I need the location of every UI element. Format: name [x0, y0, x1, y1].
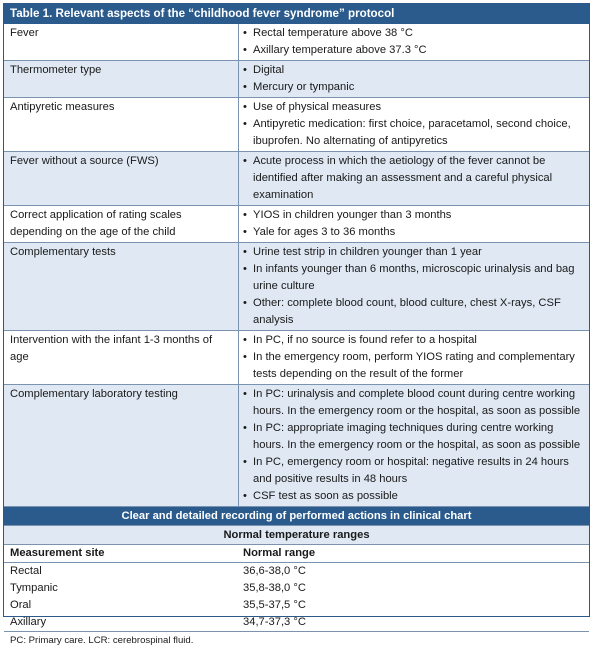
table-row	[4, 580, 589, 597]
list-item	[243, 153, 583, 204]
detail-text: Mercury or tympanic	[253, 81, 355, 93]
table-row	[4, 242, 589, 330]
detail-text: Digital	[253, 64, 285, 76]
protocol-table	[3, 3, 590, 646]
bullet-icon: •	[243, 297, 247, 309]
site-cell: Oral	[10, 599, 32, 611]
list-item	[243, 454, 583, 488]
bullet-icon: •	[243, 81, 247, 93]
bullet-icon: •	[243, 456, 247, 468]
site-cell: Rectal	[10, 565, 42, 577]
table-row	[4, 24, 589, 60]
list-item	[243, 295, 583, 329]
aspect-cell: Antipyretic measures	[4, 98, 239, 151]
list-item	[243, 224, 583, 241]
range-cell: 34,7-37,3 °C	[243, 616, 306, 628]
bullet-icon: •	[243, 27, 247, 39]
list-item	[243, 332, 583, 349]
bullet-icon: •	[243, 263, 247, 275]
list-item	[243, 386, 583, 420]
table-row	[4, 60, 589, 97]
bullet-icon: •	[243, 422, 247, 434]
detail-text: YIOS in children younger than 3 months	[253, 209, 452, 221]
bullet-icon: •	[243, 101, 247, 113]
ranges-rows	[4, 563, 589, 631]
detail-text: In infants younger than 6 months, microscopic urinalysis and bag urine culture	[253, 263, 575, 292]
details-cell	[239, 61, 589, 97]
bullet-icon: •	[243, 351, 247, 363]
table-title: Table 1. Relevant aspects of the “childhood fever syndrome” protocol	[4, 4, 589, 24]
detail-text: Use of physical measures	[253, 101, 382, 113]
bullet-icon: •	[243, 490, 247, 502]
list-item	[243, 261, 583, 295]
bullet-icon: •	[243, 44, 247, 56]
table-row	[4, 597, 589, 614]
protocol-rows	[4, 24, 589, 506]
table-row	[4, 97, 589, 151]
details-cell	[239, 331, 589, 384]
detail-text: In PC: urinalysis and complete blood count during centre working hours. In the emergency room or the hospital, as soon as possible	[253, 388, 581, 417]
detail-text: Urine test strip in children younger than 1 year	[253, 246, 482, 258]
aspect-cell: Complementary tests	[4, 243, 239, 330]
range-cell: 35,8-38,0 °C	[243, 582, 306, 594]
detail-text: In PC, emergency room or hospital: negative results in 24 hours and positive results in 48 hours	[253, 456, 569, 485]
site-cell: Tympanic	[10, 582, 58, 594]
table-row	[4, 563, 589, 580]
detail-text: Antipyretic medication: first choice, paracetamol, second choice, ibuprofen. No alternating of antipyretics	[253, 118, 571, 147]
list-item	[243, 349, 583, 383]
table-row	[4, 330, 589, 384]
bullet-icon: •	[243, 334, 247, 346]
details-cell	[239, 152, 589, 205]
range-cell: 35,5-37,5 °C	[243, 599, 306, 611]
detail-text: In PC, if no source is found refer to a hospital	[253, 334, 477, 346]
range-cell: 36,6-38,0 °C	[243, 565, 306, 577]
list-item	[243, 99, 583, 116]
detail-text: Axillary temperature above 37.3 °C	[253, 44, 427, 56]
details-cell	[239, 206, 589, 242]
aspect-cell: Thermometer type	[4, 61, 239, 97]
table-row	[4, 205, 589, 242]
detail-text: Acute process in which the aetiology of the fever cannot be identified after making an assessment and a careful physical examination	[253, 155, 553, 201]
ranges-col-range: Normal range	[243, 547, 316, 559]
list-item	[243, 207, 583, 224]
table-row	[4, 384, 589, 506]
ranges-header-row	[4, 544, 589, 563]
list-item	[243, 488, 583, 505]
site-cell: Axillary	[10, 616, 47, 628]
list-item	[243, 42, 583, 59]
list-item	[243, 79, 583, 96]
bullet-icon: •	[243, 64, 247, 76]
list-item	[243, 62, 583, 79]
list-item	[243, 420, 583, 454]
details-cell	[239, 98, 589, 151]
detail-text: Other: complete blood count, blood culture, chest X-rays, CSF analysis	[253, 297, 561, 326]
detail-text: Yale for ages 3 to 36 months	[253, 226, 396, 238]
aspect-cell: Correct application of rating scales depending on the age of the child	[4, 206, 239, 242]
bullet-icon: •	[243, 226, 247, 238]
table-row	[4, 151, 589, 205]
details-cell	[239, 24, 589, 60]
bullet-icon: •	[243, 209, 247, 221]
detail-text: In PC: appropriate imaging techniques during centre working hours. In the emergency room or the hospital, as soon as possible	[253, 422, 581, 451]
footnote: PC: Primary care. LCR: cerebrospinal fluid.	[4, 631, 589, 649]
aspect-cell: Fever	[4, 24, 239, 60]
bullet-icon: •	[243, 118, 247, 130]
aspect-cell: Fever without a source (FWS)	[4, 152, 239, 205]
ranges-col-site: Measurement site	[10, 547, 105, 559]
table-row	[4, 614, 589, 631]
list-item	[243, 244, 583, 261]
ranges-title: Normal temperature ranges	[4, 525, 589, 544]
detail-text: Rectal temperature above 38 °C	[253, 27, 413, 39]
recording-banner: Clear and detailed recording of performed actions in clinical chart	[4, 506, 589, 525]
details-cell	[239, 385, 589, 506]
bullet-icon: •	[243, 155, 247, 167]
aspect-cell: Intervention with the infant 1-3 months of age	[4, 331, 239, 384]
list-item	[243, 116, 583, 150]
aspect-cell: Complementary laboratory testing	[4, 385, 239, 506]
list-item	[243, 25, 583, 42]
bullet-icon: •	[243, 388, 247, 400]
detail-text: In the emergency room, perform YIOS rating and complementary tests depending on the result of the former	[253, 351, 575, 380]
detail-text: CSF test as soon as possible	[253, 490, 398, 502]
bullet-icon: •	[243, 246, 247, 258]
details-cell	[239, 243, 589, 330]
